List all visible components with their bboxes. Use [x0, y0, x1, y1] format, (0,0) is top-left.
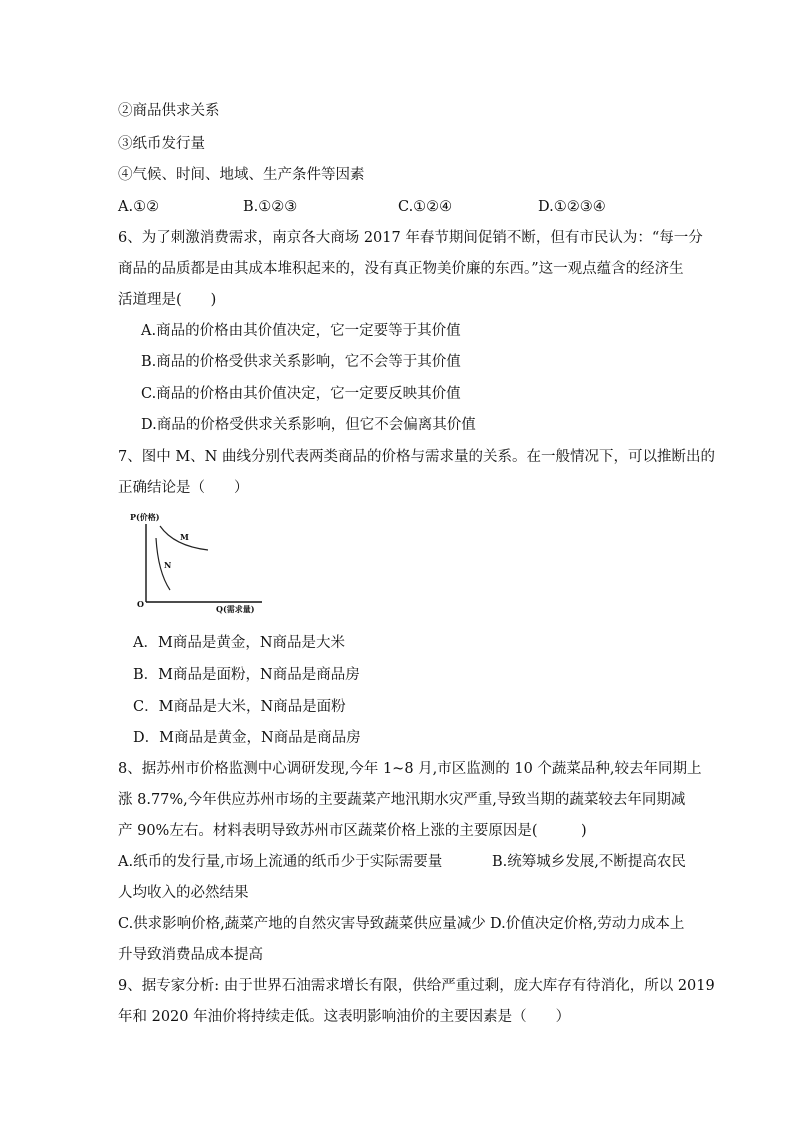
q5-option-d: D.①②③④	[538, 199, 606, 215]
q6-stem-line-2: 商品的品质都是由其成本堆积起来的，没有真正物美价廉的东西。”这一观点蕴含的经济生	[118, 261, 684, 277]
q8-option-a: A.纸币的发行量,市场上流通的纸币少于实际需要量	[118, 854, 443, 870]
q6-option-a: A.商品的价格由其价值决定，它一定要等于其价值	[141, 323, 461, 339]
q6-stem-line-3: 活道理是( )	[118, 292, 217, 308]
q6-option-b: B.商品的价格受供求关系影响，它不会等于其价值	[141, 354, 461, 370]
item-supply-demand: ②商品供求关系	[118, 103, 220, 119]
q7-option-c: C．M商品是大米，N商品是面粉	[133, 699, 346, 715]
q8-option-d-cont: 升导致消费品成本提高	[118, 947, 263, 963]
q9-stem-line-2: 年和 2020 年油价将持续走低。这表明影响油价的主要因素是（ ）	[118, 1009, 571, 1025]
curve-m-label: M	[180, 532, 189, 542]
q8-option-c: C.供求影响价格,蔬菜产地的自然灾害导致蔬菜供应量减少	[118, 916, 486, 932]
q6-option-c: C.商品的价格由其价值决定，它一定要反映其价值	[141, 386, 461, 402]
price-demand-figure	[126, 508, 276, 618]
q8-stem-line-3: 产 90%左右。材料表明导致苏州市区蔬菜价格上涨的主要原因是( )	[118, 823, 587, 839]
q6-option-d: D.商品的价格受供求关系影响，但它不会偏离其价值	[141, 417, 476, 433]
q7-stem-line-2: 正确结论是（ ）	[118, 480, 249, 496]
q7-option-a: A．M商品是黄金，N商品是大米	[133, 635, 346, 651]
q9-stem-line-1: 9、据专家分析: 由于世界石油需求增长有限，供给严重过剩，庞大库存有待消化，所以 2019	[118, 978, 715, 994]
q8-option-d: D.价值决定价格,劳动力成本上	[490, 916, 685, 932]
q7-stem-line-1: 7、图中 M、N 曲线分别代表两类商品的价格与需求量的关系。在一般情况下，可以推断出的	[118, 449, 715, 465]
q8-stem-line-2: 涨 8.77%,今年供应苏州市场的主要蔬菜产地汛期水灾严重,导致当期的蔬菜较去年同期减	[118, 792, 686, 808]
origin-label: O	[137, 599, 144, 609]
q8-option-b-cont: 人均收入的必然结果	[118, 885, 249, 901]
q8-stem-line-1: 8、据苏州市价格监测中心调研发现,今年 1~8 月,市区监测的 10 个蔬菜品种,较去年同期上	[118, 761, 702, 777]
item-climate-factors: ④气候、时间、地域、生产条件等因素	[118, 167, 365, 183]
x-axis-label: Q(需求量)	[216, 604, 255, 614]
q5-option-c: C.①②④	[398, 199, 453, 215]
y-axis-label: P(价格)	[130, 512, 160, 522]
curve-n-label: N	[164, 560, 172, 570]
q7-option-d: D．M商品是黄金，N商品是商品房	[133, 730, 361, 746]
q5-option-a: A.①②	[118, 199, 160, 215]
q6-stem-line-1: 6、为了刺激消费需求，南京各大商场 2017 年春节期间促销不断，但有市民认为：“每一分	[118, 230, 703, 246]
item-paper-money: ③纸币发行量	[118, 136, 205, 152]
q5-option-b: B.①②③	[243, 199, 298, 215]
q7-option-b: B．M商品是面粉，N商品是商品房	[133, 667, 360, 683]
q8-option-b: B.统筹城乡发展,不断提高农民	[492, 854, 686, 870]
